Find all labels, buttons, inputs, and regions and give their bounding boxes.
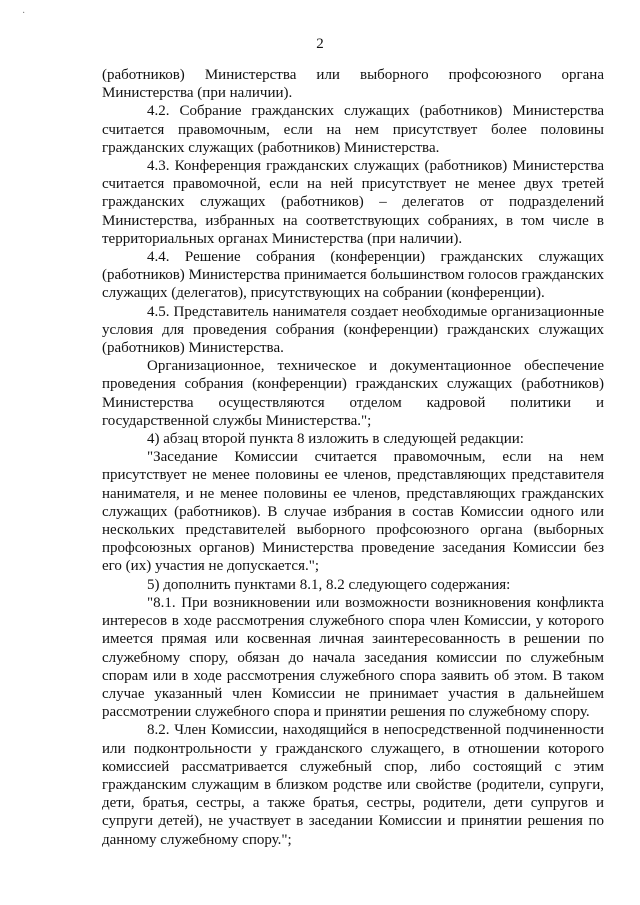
- paragraph-8-1: "8.1. При возникновении или возможности возникновения конфликта интересов в ходе рассмотрения служебного спора член Комиссии, у которого имеется прямая или косвенная личная заинтересованность в решении по служебному спору, обязан до начала заседания комиссии по служебным спорам или в ходе рассмотрения служебного спора заявить об этом. В таком случае указанный член Комиссии не принимает участия в дальнейшем рассмотрении служебного спора и принятии решения по служебному спору.: [102, 594, 604, 721]
- paragraph-amendment-5: 5) дополнить пунктами 8.1, 8.2 следующего содержания:: [147, 576, 511, 593]
- paragraph-4-2: 4.2. Собрание гражданских служащих (работников) Министерства считается правомочным, если на нем присутствует более половины гражданских служащих (работников) Министерства.: [102, 103, 604, 156]
- paragraph-amendment-4: 4) абзац второй пункта 8 изложить в следующей редакции:: [147, 431, 524, 448]
- paragraph-4-4: 4.4. Решение собрания (конференции) гражданских служащих (работников) Министерства принимается большинством голосов гражданских служащих (делегатов), присутствующих на собрании (конференции).: [102, 249, 604, 302]
- paragraph-continuation: (работников) Министерства или выборного профсоюзного органа Министерства (при наличии).: [102, 67, 604, 102]
- scan-corner-mark: ·: [22, 8, 26, 19]
- paragraph-4-3: 4.3. Конференция гражданских служащих (работников) Министерства считается правомочной, если на ней присутствует не менее двух третей гражданских служащих (работников) – делегатов от подразделений Министерства, избранных на соответствующих собраниях, в том числе в территориальных органах Министерства (при наличии).: [102, 158, 604, 247]
- paragraph-8-2: 8.2. Член Комиссии, находящийся в непосредственной подчиненности или подконтрольности у гражданского служащего, в отношении которого комиссией рассматривается служебный спор, либо состоящий с этим гражданским служащим в близком родстве или свойстве (родители, супруги, дети, братья, сестры, а также братья, сестры, родители, дети супругов и супруги детей), не участвует в заседании Комиссии и принятии решения по данному служебному спору.";: [102, 722, 604, 848]
- paragraph-organizational-support: Организационное, техническое и документационное обеспечение проведения собрания (конференции) гражданских служащих (работников) Министерства осуществляются отделом кадровой политики и государственной службы Министерства.";: [102, 358, 604, 429]
- document-body: [102, 66, 604, 849]
- paragraph-4-5: 4.5. Представитель нанимателя создает необходимые организационные условия для проведения собрания (конференции) гражданских служащих (работников) Министерства.: [102, 303, 604, 357]
- paragraph-quorum: "Заседание Комиссии считается правомочным, если на нем присутствует не менее половины ее членов, представляющих представителя нанимателя, и не менее половины ее членов, представляющих гражданских служащих (работников). В случае избрания в состав Комиссии одного или нескольких представителей выборного профсоюзного органа (выборных профсоюзных органов) Министерства проведение заседания Комиссии без его (их) участия не допускается.";: [102, 449, 604, 575]
- page-number: 2: [316, 36, 324, 52]
